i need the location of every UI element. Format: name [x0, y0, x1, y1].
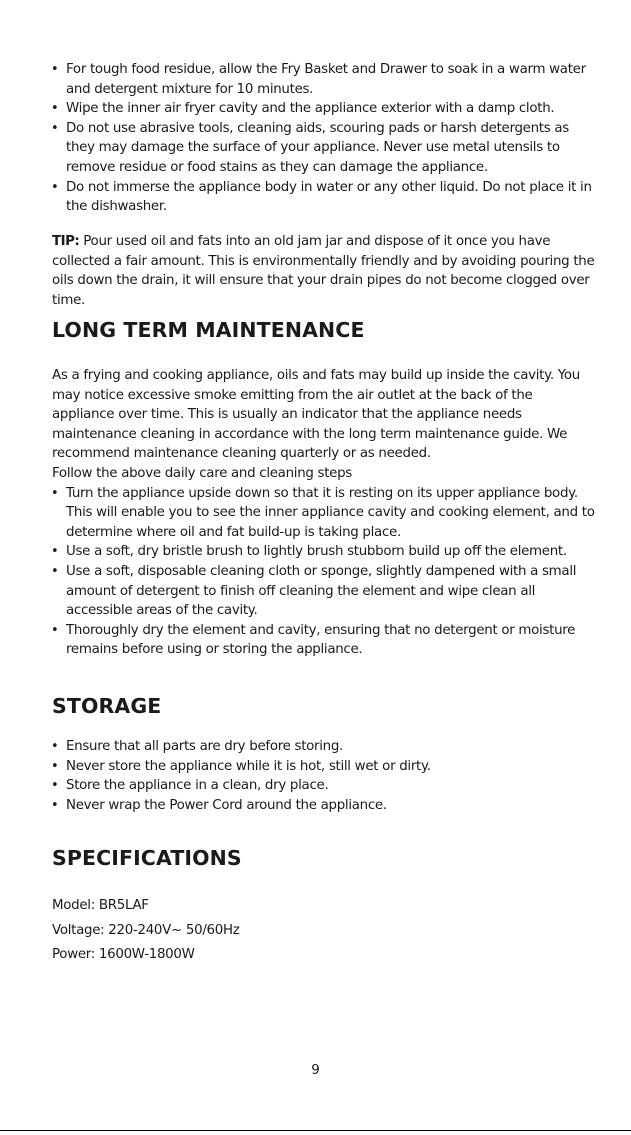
list-item: • Use a soft, dry bristle brush to lightly brush stubborn build up off the element.	[52, 542, 597, 562]
spec-voltage: Voltage: 220-240V~ 50/60Hz	[52, 922, 240, 938]
list-item: • Thoroughly dry the element and cavity, ensuring that no detergent or moisture remains before using or storing the appliance.	[52, 621, 597, 660]
storage-body	[52, 737, 597, 815]
specifications-body	[52, 894, 612, 968]
maintenance-list	[52, 484, 597, 660]
spec-model: Model: BR5LAF	[52, 898, 149, 913]
list-item: • Turn the appliance upside down so that it is resting on its upper appliance body. This will enable you to see the inner appliance cavity and cooking element, and to determine where oil and fat build-up is taking place.	[52, 484, 597, 543]
page-number: 9	[311, 1063, 320, 1078]
storage-heading: STORAGE	[52, 694, 162, 718]
specifications-section	[52, 846, 612, 870]
storage-section	[52, 694, 612, 718]
spec-power: Power: 1600W-1800W	[52, 947, 195, 962]
bottom-divider	[0, 1130, 631, 1131]
maintenance-body	[52, 366, 597, 660]
specifications-heading: SPECIFICATIONS	[52, 846, 242, 870]
cleaning-bullets	[52, 60, 597, 217]
list-item: • Use a soft, disposable cleaning cloth or sponge, slightly dampened with a small amount of detergent to finish off cleaning the element and wipe clean all accessible areas of the cavity.	[52, 562, 597, 621]
maintenance-section	[52, 318, 612, 342]
tip-text: Pour used oil and fats into an old jam jar and dispose of it once you have collected a fair amount. This is environmentally friendly and by avoiding pouring the oils down the drain, it will ensure that your drain pipes do not become clogged over time.	[52, 234, 595, 308]
tip-paragraph	[52, 232, 597, 310]
tip-label: TIP:	[52, 234, 80, 249]
list-item: • Wipe the inner air fryer cavity and the appliance exterior with a damp cloth.	[52, 99, 597, 119]
list-item: • Never wrap the Power Cord around the appliance.	[52, 796, 597, 816]
maintenance-heading: LONG TERM MAINTENANCE	[52, 318, 365, 342]
list-item: • Do not immerse the appliance body in water or any other liquid. Do not place it in the dishwasher.	[52, 178, 597, 217]
list-item: • For tough food residue, allow the Fry Basket and Drawer to soak in a warm water and detergent mixture for 10 minutes.	[52, 60, 597, 99]
maintenance-follow: Follow the above daily care and cleaning steps	[52, 465, 352, 481]
list-item: • Do not use abrasive tools, cleaning aids, scouring pads or harsh detergents as they may damage the surface of your appliance. Never use metal utensils to remove residue or food stains as they can damage the appliance.	[52, 119, 597, 178]
cleaning-list	[52, 60, 597, 217]
list-item: • Store the appliance in a clean, dry place.	[52, 776, 597, 796]
list-item: • Ensure that all parts are dry before storing.	[52, 737, 597, 757]
storage-list	[52, 737, 597, 815]
maintenance-intro: As a frying and cooking appliance, oils and fats may build up inside the cavity. You may notice excessive smoke emitting from the air outlet at the back of the appliance over time. This is usually an indicator that the appliance needs maintenance cleaning in accordance with the long term maintenance guide. We recommend maintenance cleaning quarterly or as needed.	[52, 368, 580, 462]
list-item: • Never store the appliance while it is hot, still wet or dirty.	[52, 757, 597, 777]
